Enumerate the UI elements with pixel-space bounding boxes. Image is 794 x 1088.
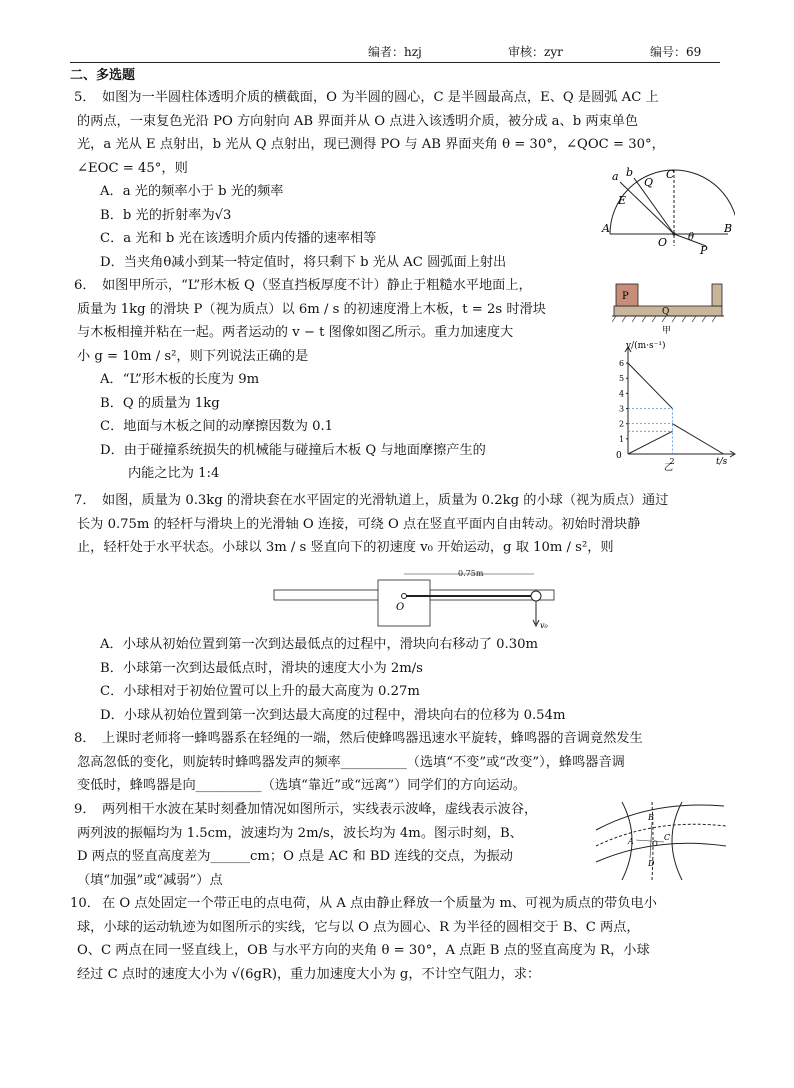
question-7-options [100, 633, 565, 727]
label-o: O [652, 840, 658, 848]
length-label: 0.75m [458, 569, 484, 578]
trough-1 [596, 824, 726, 846]
section-title: 二、多选题 [70, 68, 136, 83]
question-text: 小 g = 10m / s²，则下列说法正确的是 [77, 348, 309, 364]
label-a-point: A [602, 222, 610, 235]
label-q: Q [644, 176, 654, 189]
board-figure [612, 276, 724, 336]
wave-figure [592, 800, 730, 882]
x-tick-label: 2 [669, 457, 675, 466]
y-tick-label: 1 [619, 434, 625, 444]
question-text: 如图，质量为 0.3kg 的滑块套在水平固定的光滑轨道上，质量为 0.2kg 的小球（视为质点）通过 [102, 493, 669, 508]
question-text: 两列相干水波在某时刻叠加情况如图所示，实线表示波峰，虚线表示波谷， [102, 802, 538, 817]
question-text: O、C 两点在同一竖直线上，OB 与水平方向的夹角 θ = 30°，A 点距 B 点的竖直高度为 R，小球 [77, 943, 650, 958]
question-text: 长为 0.75m 的轻杆与滑块上的光滑轴 O 连接，可绕 O 点在竖直平面内自由转动。初始时滑块静 [77, 516, 641, 532]
question-text: 上课时老师将一蜂鸣器系在轻绳的一端，然后使蜂鸣器迅速水平旋转，蜂鸣器的音调竟然发生 [102, 731, 643, 746]
y-tick-label: 6 [619, 359, 625, 369]
ac-line [636, 840, 664, 842]
reviewer-label: 审核：zyr [508, 45, 563, 59]
label-o: O [396, 602, 405, 613]
question-text: 在 O 点处固定一个带正电的点电荷，从 A 点由静止释放一个质量为 m、可视为质点的带负电小 [102, 896, 657, 911]
option-a: A．“L”形木板的长度为 9m [100, 372, 260, 387]
chart-caption: 乙 [664, 463, 674, 472]
label-v0: v₀ [540, 621, 548, 630]
chart-xlabel: t/s [716, 457, 728, 467]
chart-ylabel: v/(m·s⁻¹) [626, 341, 666, 351]
point-o [672, 232, 675, 235]
option-c: C．a 光和 b 光在该透明介质内传播的速率相等 [100, 231, 377, 246]
series-line-Q [628, 431, 672, 454]
label-theta: θ [688, 232, 695, 243]
option-d: D．当夹角θ减小到某一特定值时，将只剩下 b 光从 AC 圆弧面上射出 [100, 254, 507, 270]
label-q: Q [662, 307, 670, 317]
code-label: 编号：69 [650, 45, 702, 59]
question-text: D 两点的竖直高度差为______cm；O 点是 AC 和 BD 连线的交点，为振动 [77, 849, 513, 864]
question-number: 10． [70, 896, 100, 911]
axis-o [402, 594, 407, 599]
label-c: C [666, 168, 675, 181]
question-text: 光，a 光从 E 点射出，b 光从 Q 点射出，现已测得 PO 与 AB 界面夹角 θ = 30°，∠QOC = 30°， [77, 137, 665, 152]
question-text: 如图甲所示，“L”形木板 Q（竖直挡板厚度不计）静止于粗糙水平地面上， [102, 278, 532, 293]
vt-chart [600, 338, 740, 472]
question-text: 球，小球的运动轨迹为如图所示的实线，它与以 O 点为圆心、R 为半径的圆相交于 B、C 两点， [77, 919, 640, 935]
question-number: 6． [74, 278, 96, 293]
label-c: C [664, 833, 671, 842]
question-text: 经过 C 点时的速度大小为 √(6gR)，重力加速度大小为 g，不计空气阻力，求： [77, 966, 541, 982]
question-text: ∠EOC = 45°，则 [77, 160, 188, 176]
y-tick-label: 2 [619, 419, 625, 429]
label-e: E [618, 194, 627, 207]
ray-b [634, 178, 674, 234]
label-b-point: B [724, 222, 733, 235]
crest-4 [672, 802, 682, 880]
question-text: 质量为 1kg 的滑块 P（视为质点）以 6m / s 的初速度滑上木板，t = 2s 时滑块 [77, 301, 546, 317]
label-a: A [628, 837, 634, 846]
option-d: D．由于碰撞系统损失的机械能与碰撞后木板 Q 与地面摩擦产生的 [100, 442, 486, 458]
question-number: 8． [74, 731, 96, 746]
question-number: 9． [74, 802, 96, 817]
option-c: C．小球相对于初始位置可以上升的最大高度为 0.27m [100, 684, 420, 699]
option-a: A．a 光的频率小于 b 光的频率 [100, 184, 284, 199]
editor-label: 编者：hzj [368, 45, 422, 59]
option-b: B．b 光的折射率为√3 [100, 207, 232, 223]
option-c: C．地面与木板之间的动摩擦因数为 0.1 [100, 419, 334, 434]
question-text: （填“加强”或“减弱”）点 [77, 872, 223, 888]
series-line-together [672, 424, 723, 454]
question-text: 两列波的振幅均为 1.5cm，波速均为 2m/s，波长均为 4m。图示时刻，B、 [77, 825, 523, 841]
option-b: B．Q 的质量为 1kg [100, 395, 220, 411]
option-b: B．小球第一次到达最低点时，滑块的速度大小为 2m/s [100, 660, 423, 676]
y-tick-label: 3 [619, 404, 625, 414]
ball [531, 591, 541, 601]
question-number: 5． [74, 90, 96, 105]
label-b: b [626, 166, 634, 179]
question-text: 如图为一半圆柱体透明介质的横截面，O 为半圆的圆心，C 是半圆最高点，E、Q 是圆弧 AC 上 [102, 90, 659, 105]
question-number: 7． [74, 493, 96, 508]
label-d: D [648, 859, 655, 868]
question-text: 与木板相撞并粘在一起。两者运动的 v − t 图像如图乙所示。重力加速度大 [77, 325, 514, 340]
y-tick-label: 5 [619, 374, 625, 384]
label-p: P [700, 244, 708, 256]
question-text: 的两点，一束复色光沿 PO 方向射向 AB 界面并从 O 点进入该透明介质，被分成 a、b 两束单色 [77, 113, 639, 129]
label-b: B [648, 813, 654, 822]
series-line-P [628, 363, 672, 408]
question-text: 止，轻杆处于水平状态。小球以 3m / s 竖直向下的初速度 v₀ 开始运动，g 取 10m / s²，则 [77, 540, 614, 555]
question-text: 忽高忽低的变化，则旋转时蜂鸣器发声的频率__________（选填“不变”或“改变”），蜂鸣器音调 [77, 754, 625, 770]
label-a: a [612, 170, 619, 183]
crest-2 [596, 843, 726, 862]
question-text: 变低时，蜂鸣器是向__________（选填“靠近”或“远离”）同学们的方向运动。 [77, 778, 526, 793]
board-wall [712, 284, 722, 306]
page-header [70, 44, 720, 63]
y-tick-label: 4 [619, 389, 625, 399]
label-p: P [622, 291, 629, 302]
ray-a [620, 182, 674, 234]
option-d: D．小球从初始位置到第一次到达最大高度的过程中，滑块向右的位移为 0.54m [100, 707, 566, 723]
semicircle-figure [600, 166, 735, 256]
caption-jia: 甲 [662, 326, 672, 336]
option-a: A．小球从初始位置到第一次到达最低点的过程中，滑块向右移动了 0.30m [100, 637, 539, 652]
slider-figure [268, 566, 558, 630]
label-o: O [658, 236, 668, 249]
chart-origin: 0 [616, 451, 622, 461]
option-d-cont: 内能之比为 1:4 [128, 466, 220, 481]
